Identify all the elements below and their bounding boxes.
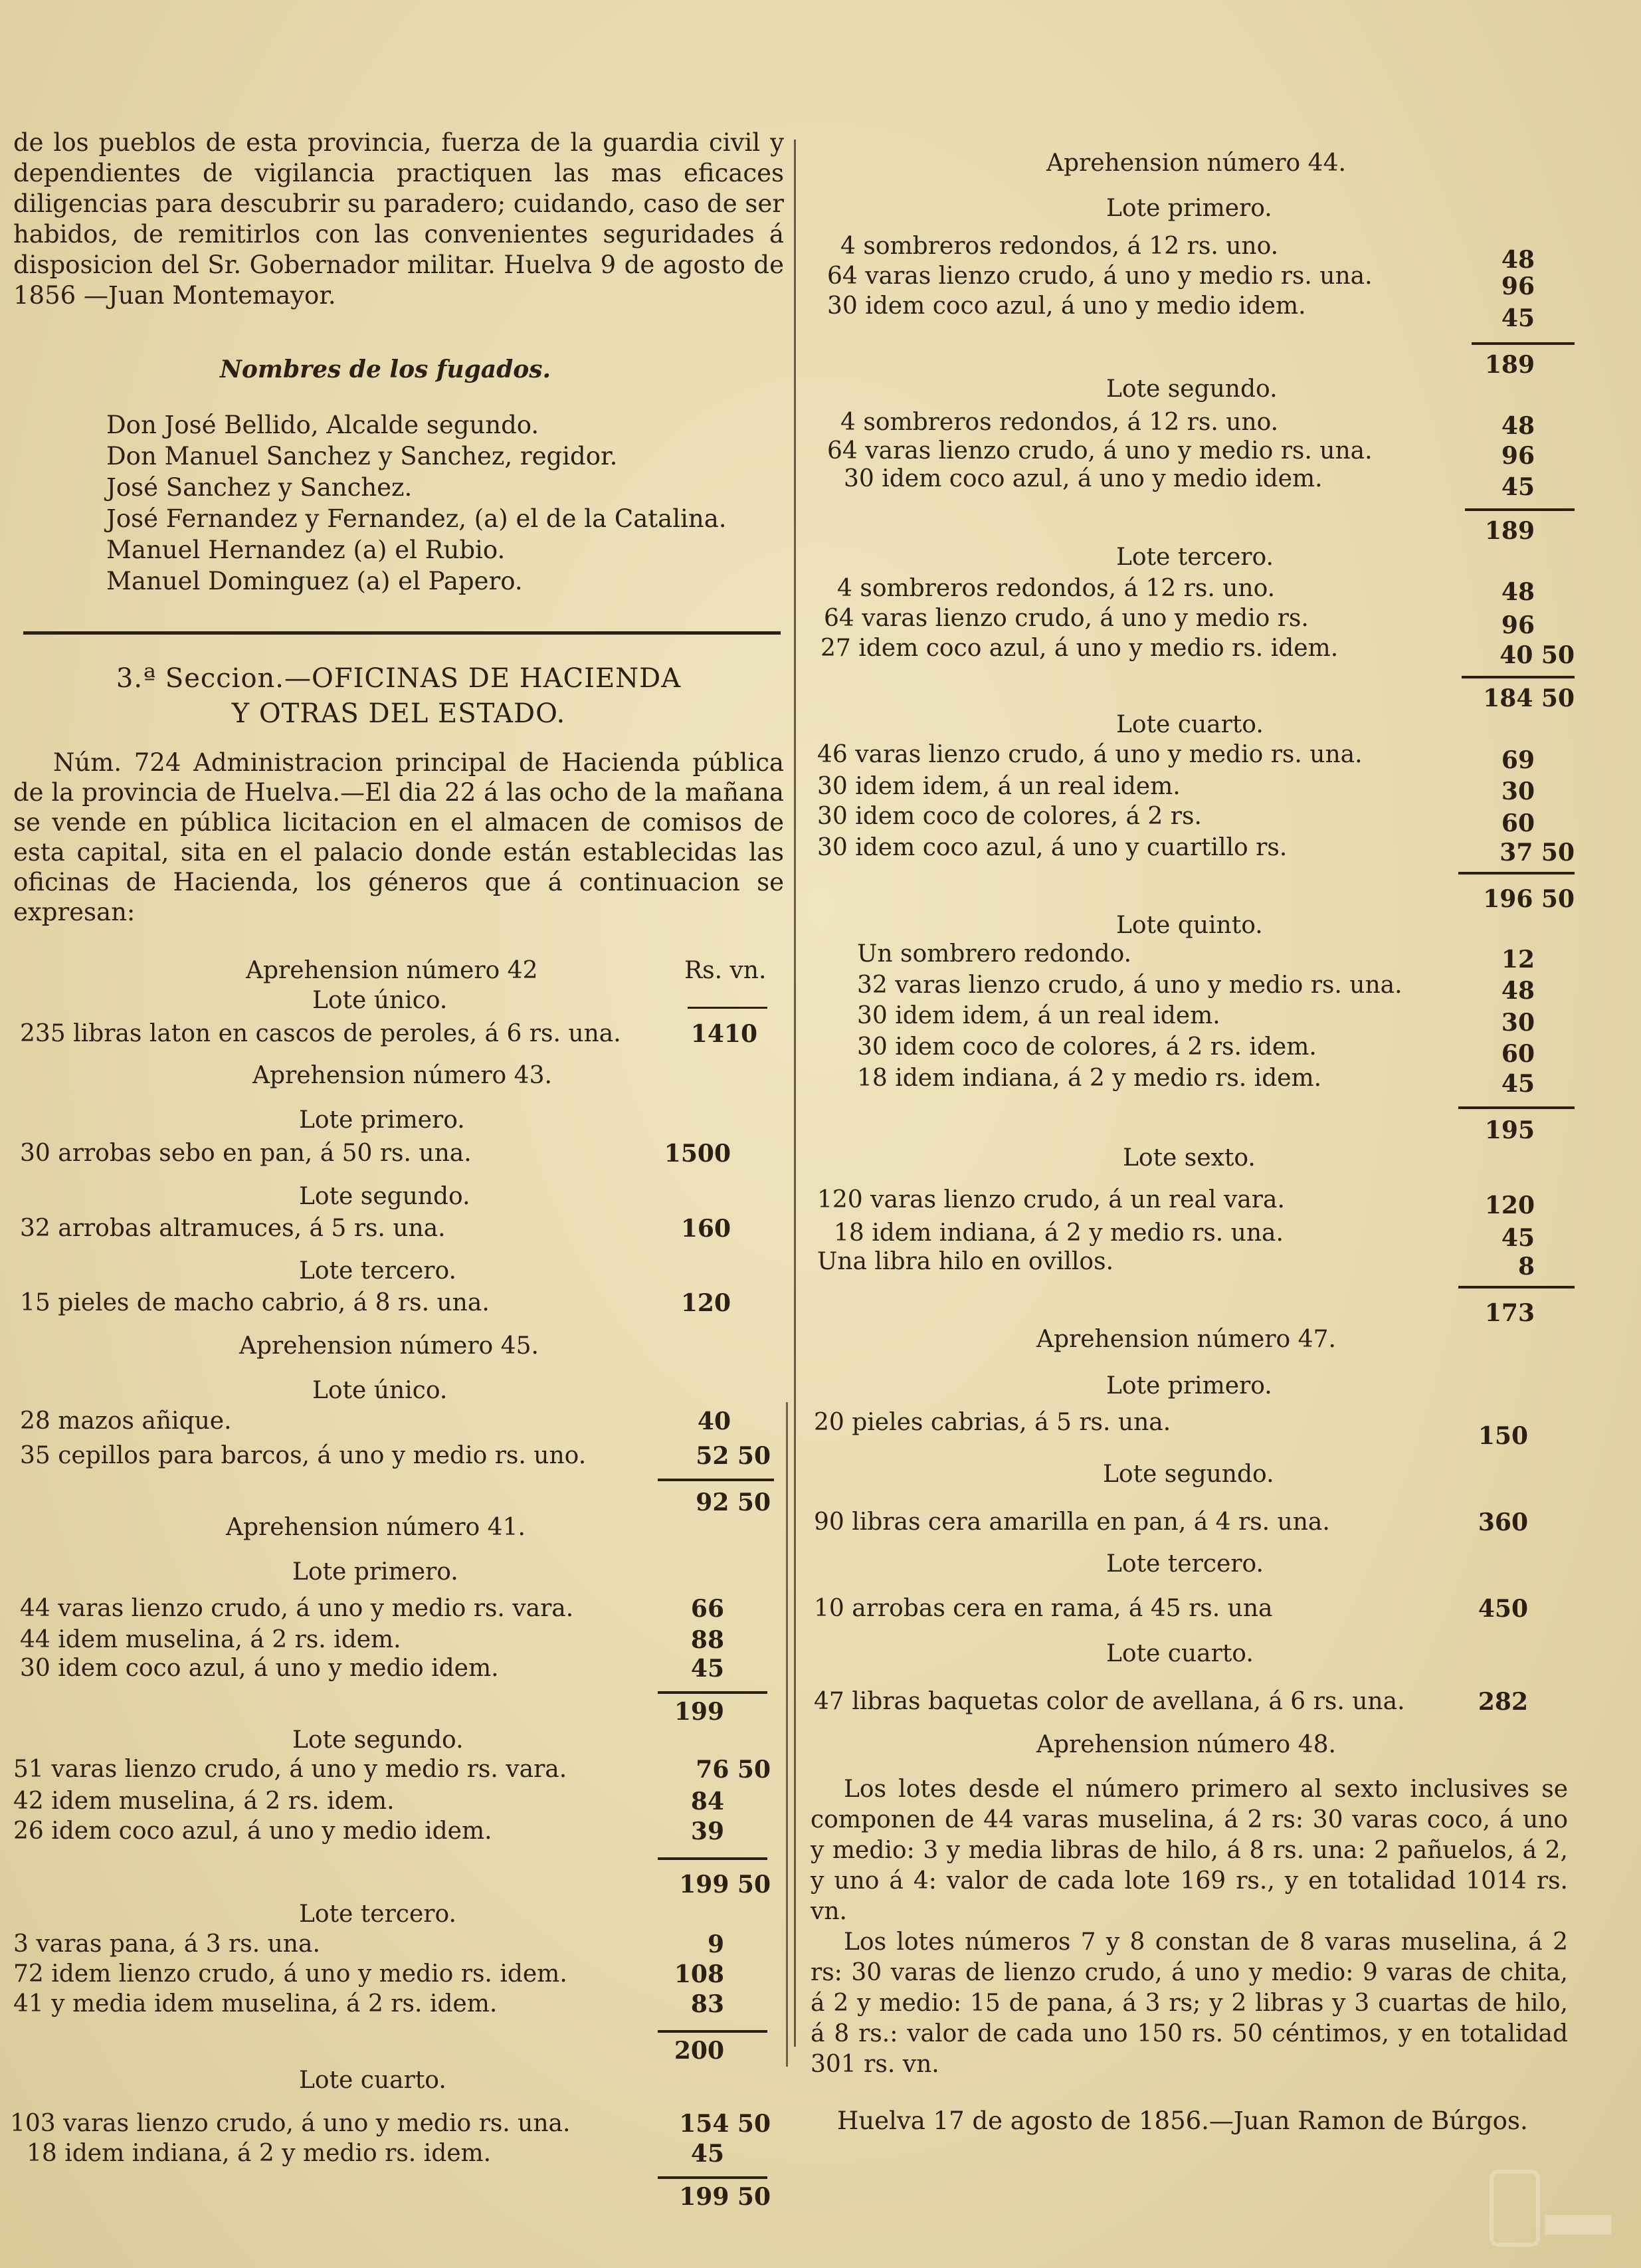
item-row: 30 idem idem, á un real idem. <box>857 1002 1220 1029</box>
item-amount: 40 <box>697 1407 731 1435</box>
item-row: 30 idem coco azul, á uno y medio idem. <box>827 292 1306 320</box>
rule <box>1462 676 1575 678</box>
rule <box>1465 508 1575 511</box>
item-row: 18 idem indiana, á 2 y medio rs. idem. <box>857 1065 1322 1092</box>
item-row: 4 sombreros redondos, á 12 rs. uno. <box>837 575 1276 602</box>
item-amount: 83 <box>690 1990 724 2018</box>
item-amount: 39 <box>690 1817 724 1845</box>
rule <box>658 1479 774 1481</box>
lote-label: Lote segundo. <box>1103 1461 1274 1488</box>
item-row: 64 varas lienzo crudo, á uno y medio rs. una. <box>827 262 1373 290</box>
item-row: 3 varas pana, á 3 rs. una. <box>13 1930 320 1958</box>
section-subtitle: Y OTRAS DEL ESTADO. <box>231 698 566 729</box>
item-amount: 30 <box>1501 777 1535 805</box>
item-amount: 48 <box>1501 977 1535 1005</box>
item-row: 32 varas lienzo crudo, á uno y medio rs. una. <box>857 972 1402 999</box>
list-item: José Sanchez y Sanchez. <box>106 473 413 502</box>
lote-label: Lote sexto. <box>1123 1144 1256 1172</box>
item-row: 72 idem lienzo crudo, á uno y medio rs. idem. <box>13 1960 567 1988</box>
lote-total: 200 <box>674 2037 724 2065</box>
item-row: 42 idem muselina, á 2 rs. idem. <box>13 1788 395 1815</box>
item-amount: 76 50 <box>696 1756 771 1784</box>
lote-total: 189 <box>1484 351 1535 379</box>
rule <box>658 2176 767 2179</box>
item-amount: 45 <box>1501 473 1535 501</box>
item-amount: 120 <box>1484 1191 1535 1219</box>
item-amount: 45 <box>1501 1224 1535 1252</box>
rs-vn-header: Rs. vn. <box>684 957 767 984</box>
intro-paragraph: de los pueblos de esta provincia, fuerza de la guardia civil y dependientes de vigilancia practiquen las mas eficaces diligencias para descubrir su paradero; cuidando, caso de ser habidos, de remitirlos con las convenientes seguridades á disposicion del Sr. Gobernador militar. Huelva 9 de agosto de 1856 —Juan Montemayor. <box>13 128 784 310</box>
aprehension-43: Aprehension número 43. <box>252 1062 552 1089</box>
item-amount: 108 <box>674 1960 724 1988</box>
lote-label: Lote segundo. <box>299 1183 470 1210</box>
item-amount: 96 <box>1501 442 1535 470</box>
aprehension-42: Aprehension número 42 <box>246 957 538 984</box>
item-row: 26 idem coco azul, á uno y medio idem. <box>13 1817 492 1845</box>
item-amount: 66 <box>690 1595 724 1623</box>
section-title: 3.ª Seccion.—OFICINAS DE HACIENDA <box>116 663 682 694</box>
aprehension-48-text: Los lotes desde el número primero al sexto inclusives se componen de 44 varas muselina, á 2 rs: 30 varas coco, á uno y medio: 3 y media libras de hilo, á 8 rs. una: 2 pañuelos, á 2, y uno á 4: valor de cada lote 169 rs., y en totalidad 1014 rs. vn. Los lotes números 7 y 8 constan de 8 varas muselina, á 2 rs: 30 varas de lienzo crudo, á uno y medio: 9 varas de chita, á 2 y medio: 15 de pana, á 3 rs; y 2 libras y 3 cuartas de hilo, á 8 rs.: valor de cada uno 150 rs. 50 céntimos, y en totalidad 301 rs. vn. <box>811 1776 1568 2078</box>
item-row: 30 idem coco de colores, á 2 rs. idem. <box>857 1033 1317 1061</box>
item-amount: 150 <box>1478 1422 1528 1450</box>
item-amount: 60 <box>1501 809 1535 837</box>
item-row: Un sombrero redondo. <box>857 940 1132 968</box>
item-row: 4 sombreros redondos, á 12 rs. uno. <box>840 233 1279 260</box>
item-amount: 96 <box>1501 611 1535 639</box>
list-item: José Fernandez y Fernandez, (a) el de la Catalina. <box>106 504 727 533</box>
lote-label: Lote segundo. <box>1106 375 1278 403</box>
item-amount: 37 50 <box>1499 839 1575 867</box>
item-row: 64 varas lienzo crudo, á uno y medio rs. una. <box>827 437 1373 464</box>
rule <box>658 2030 767 2033</box>
list-item: Don Manuel Sanchez y Sanchez, regidor. <box>106 442 618 470</box>
aprehension-44: Aprehension número 44. <box>1046 150 1346 177</box>
item-row: 30 idem coco de colores, á 2 rs. <box>817 803 1202 830</box>
lote-label: Lote tercero. <box>299 1257 456 1285</box>
item-amount: 9 <box>707 1930 724 1958</box>
section-intro: Núm. 724 Administracion principal de Hacienda pública de la provincia de Huelva.—El dia 22 á las ocho de la mañana se vende en pública licitacion en el almacen de comisos de esta capital, sita en el palacio donde están establecidas las oficinas de Hacienda, los géneros que á continuacion se expresan: <box>13 748 784 926</box>
column-divider <box>794 140 796 2047</box>
item-amount: 1410 <box>690 1020 757 1048</box>
lote-label: Lote primero. <box>299 1106 465 1134</box>
item-row: 47 libras baquetas color de avellana, á 6 rs. una. <box>814 1688 1405 1715</box>
item-amount: 282 <box>1478 1688 1528 1716</box>
lote-label: Lote cuarto. <box>299 2067 446 2094</box>
lote-label: Lote quinto. <box>1116 912 1263 939</box>
lote-total: 199 <box>674 1698 724 1726</box>
item-row: 15 pieles de macho cabrio, á 8 rs. una. <box>20 1289 490 1316</box>
item-amount: 84 <box>690 1788 724 1815</box>
fugados-heading: Nombres de los fugados. <box>219 356 551 383</box>
aprehension-47: Aprehension número 47. <box>1036 1326 1336 1353</box>
lote-total: 199 50 <box>679 1871 771 1899</box>
item-row: Una libra hilo en ovillos. <box>817 1248 1114 1275</box>
item-row: 28 mazos añique. <box>20 1407 232 1435</box>
lote-label: Lote segundo. <box>292 1726 464 1754</box>
signature-line: Huelva 17 de agosto de 1856.—Juan Ramon de Búrgos. <box>837 2107 1528 2135</box>
item-amount: 48 <box>1501 412 1535 440</box>
list-item: Manuel Hernandez (a) el Rubio. <box>106 536 506 564</box>
item-row: 51 varas lienzo crudo, á uno y medio rs. vara. <box>13 1756 567 1783</box>
aprehension-45: Aprehension número 45. <box>239 1332 539 1360</box>
item-amount: 96 <box>1501 272 1535 300</box>
item-amount: 154 50 <box>679 2110 771 2138</box>
item-row: 35 cepillos para barcos, á uno y medio rs. uno. <box>20 1442 587 1469</box>
aprehension-41: Aprehension número 41. <box>226 1514 526 1541</box>
lote-total: 199 50 <box>679 2183 771 2211</box>
item-amount: 1500 <box>664 1140 731 1168</box>
item-amount: 45 <box>690 1655 724 1683</box>
list-item: Don José Bellido, Alcalde segundo. <box>106 411 539 439</box>
item-amount: 45 <box>1501 1070 1535 1098</box>
item-amount: 12 <box>1501 946 1535 974</box>
item-amount: 48 <box>1501 578 1535 606</box>
item-amount: 88 <box>690 1626 724 1654</box>
item-amount: 8 <box>1517 1253 1535 1281</box>
item-amount: 45 <box>1501 304 1535 332</box>
section-rule <box>23 631 781 635</box>
item-row: 27 idem coco azul, á uno y medio rs. idem. <box>820 635 1339 662</box>
item-amount: 45 <box>690 2140 724 2168</box>
item-row: 44 idem muselina, á 2 rs. idem. <box>20 1626 401 1653</box>
item-amount: 52 50 <box>696 1442 771 1470</box>
lote-label: Lote tercero. <box>1106 1550 1264 1578</box>
rule <box>658 1691 767 1694</box>
item-row: 120 varas lienzo crudo, á un real vara. <box>817 1186 1285 1213</box>
item-row: 4 sombreros redondos, á 12 rs. uno. <box>840 409 1279 436</box>
lote-label: Lote único. <box>312 1377 448 1404</box>
item-row: 103 varas lienzo crudo, á uno y medio rs. una. <box>10 2110 571 2137</box>
item-row: 30 idem coco azul, á uno y cuartillo rs. <box>817 834 1288 861</box>
lote-label: Lote cuarto. <box>1106 1640 1254 1667</box>
lote-total: 184 50 <box>1483 684 1575 712</box>
lote-total: 173 <box>1484 1299 1535 1327</box>
lote-label: Lote tercero. <box>299 1901 456 1928</box>
item-row: 10 arrobas cera en rama, á 45 rs. una <box>814 1595 1273 1622</box>
column-divider <box>786 1402 788 2067</box>
lote-total: 195 <box>1484 1116 1535 1144</box>
item-row: 41 y media idem muselina, á 2 rs. idem. <box>13 1990 498 2017</box>
lote-total: 189 <box>1484 517 1535 545</box>
item-amount: 30 <box>1501 1009 1535 1037</box>
rule <box>1458 1286 1575 1289</box>
item-row: 64 varas lienzo crudo, á uno y medio rs. <box>824 605 1309 632</box>
aprehension-48: Aprehension número 48. <box>1036 1731 1336 1758</box>
item-amount: 60 <box>1501 1040 1535 1068</box>
item-row: 18 idem indiana, á 2 y medio rs. una. <box>834 1219 1284 1247</box>
lote-label: Lote primero. <box>1106 195 1272 222</box>
item-amount: 120 <box>680 1289 731 1317</box>
lote-label: Lote único. <box>312 987 448 1014</box>
rule <box>1458 1106 1575 1109</box>
lote-label: Lote primero. <box>1106 1372 1272 1399</box>
item-amount: 450 <box>1478 1595 1528 1623</box>
item-row: 30 idem coco azul, á uno y medio idem. <box>844 465 1323 492</box>
item-amount: 360 <box>1478 1508 1528 1536</box>
item-row: 90 libras cera amarilla en pan, á 4 rs. una. <box>814 1508 1330 1536</box>
item-row: 30 idem coco azul, á uno y medio idem. <box>20 1655 499 1682</box>
rule <box>1472 342 1575 345</box>
item-row: 235 libras laton en cascos de peroles, á 6 rs. una. <box>20 1020 621 1047</box>
lote-total: 196 50 <box>1483 885 1575 913</box>
item-row: 18 idem indiana, á 2 y medio rs. idem. <box>27 2140 492 2167</box>
item-row: 20 pieles cabrias, á 5 rs. una. <box>814 1409 1171 1436</box>
rule <box>1458 872 1575 875</box>
lote-label: Lote primero. <box>292 1558 458 1586</box>
item-row: 32 arrobas altramuces, á 5 rs. una. <box>20 1215 446 1242</box>
rule <box>688 1007 767 1009</box>
list-item: Manuel Dominguez (a) el Papero. <box>106 567 523 595</box>
fugados-list <box>106 409 727 597</box>
lote-label: Lote tercero. <box>1116 544 1274 571</box>
item-amount: 48 <box>1501 246 1535 274</box>
item-row: 30 arrobas sebo en pan, á 50 rs. una. <box>20 1140 472 1167</box>
item-row: 44 varas lienzo crudo, á uno y medio rs. vara. <box>20 1595 574 1622</box>
item-amount: 160 <box>680 1215 731 1243</box>
item-row: 46 varas lienzo crudo, á uno y medio rs. una. <box>817 741 1363 768</box>
item-amount: 69 <box>1501 746 1535 774</box>
lote-total: 92 50 <box>696 1489 771 1516</box>
lote-label: Lote cuarto. <box>1116 711 1264 738</box>
rule <box>658 1857 767 1860</box>
item-row: 30 idem idem, á un real idem. <box>817 773 1181 800</box>
item-amount: 40 50 <box>1499 641 1575 669</box>
archive-stamp-logo <box>1488 2168 1614 2248</box>
